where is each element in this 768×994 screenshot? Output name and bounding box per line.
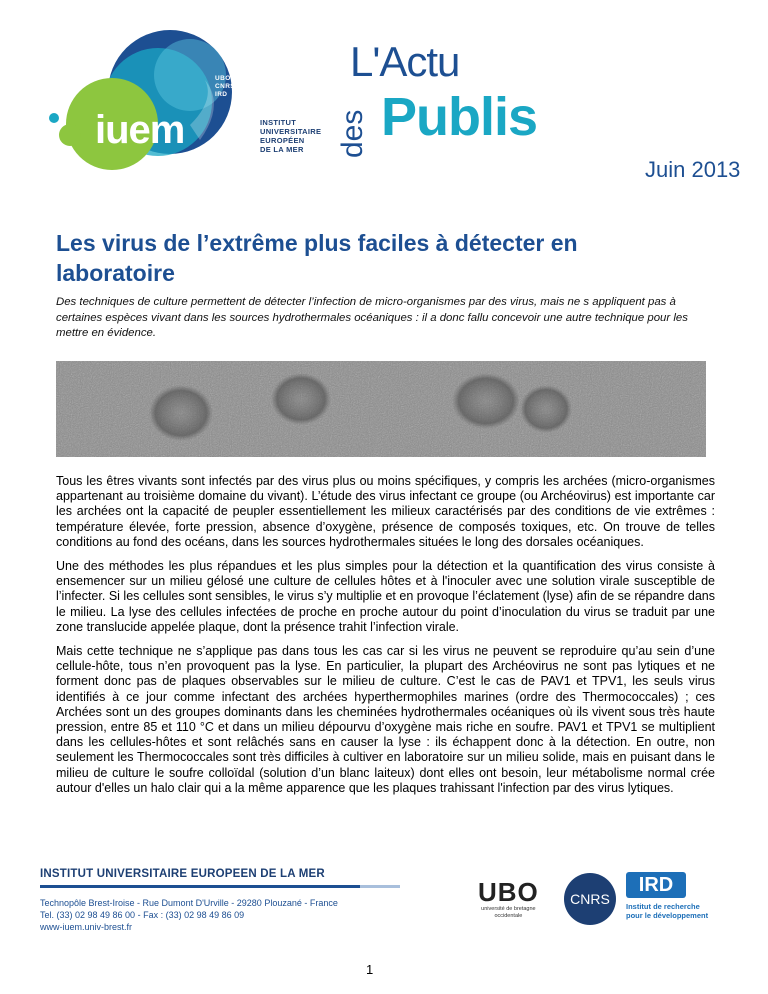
institute-line: UNIVERSITAIRE <box>260 127 322 136</box>
page-number: 1 <box>366 962 374 977</box>
article-paragraph: Tous les êtres vivants sont infectés par des virus plus ou moins spécifiques, y compris les archées (micro-organismes appartenant au troisième domaine du vivant). L’étude des virus infectant ce groupe (ou Archéovirus) est importante car les archées ont la capacité de peupler essentiellement les milieux caractérisés par des conditions de vie extrêmes : température élevée, forte pression, absence d’oxygène, présence de composés toxiques, etc. On trouve de telles conditions au fond des océans, dans les sources hydrothermales situées le long des dorsales océaniques. <box>56 474 715 549</box>
footer-address <box>40 897 338 933</box>
ubo-logo-text: UBO <box>478 877 539 907</box>
partner-ird: IRD <box>215 91 228 98</box>
iuem-logo <box>40 30 270 180</box>
footer-divider-light <box>360 885 400 888</box>
footer-website-link[interactable]: www-iuem.univ-brest.fr <box>40 922 133 932</box>
ird-subtitle <box>626 902 708 920</box>
ubo-sub-line: occidentale <box>494 913 523 919</box>
institute-line: INSTITUT <box>260 118 297 127</box>
address-line: Tel. (33) 02 98 49 86 00 - Fax : (33) 02 98 49 86 09 <box>40 910 245 920</box>
ubo-sub-line: université de bretagne <box>481 906 536 912</box>
masthead-des: des <box>336 109 369 158</box>
article-lead: Des techniques de culture permettent de détecter l’infection de micro-organismes par des virus, mais ne s appliquent pas à certaines espèces vivant dans les sources hydrothermales océaniques : il a donc fallu concevoir une autre technique pour les mettre en évidence. <box>56 296 688 339</box>
article-title: Les virus de l’extrême plus faciles à détecter en laboratoire <box>56 230 578 286</box>
cnrs-logo-text: CNRS <box>564 873 616 925</box>
ubo-logo <box>478 878 539 920</box>
partner-cnrs: CNRS <box>215 83 236 90</box>
iuem-logo-word: iuem <box>95 108 185 152</box>
ubo-subtitle <box>478 906 539 920</box>
cnrs-logo <box>564 873 616 925</box>
masthead-actu: L'Actu <box>350 38 460 85</box>
article-body <box>56 474 715 805</box>
address-line: Technopôle Brest-Iroise - Rue Dumont D'Urville - 29280 Plouzané - France <box>40 898 338 908</box>
institute-line: EUROPÉEN <box>260 136 305 145</box>
footer-institute: INSTITUT UNIVERSITAIRE EUROPEEN DE LA MER <box>40 868 325 880</box>
masthead-publis: Publis <box>381 87 538 147</box>
partner-ubo: UBO <box>215 75 231 82</box>
microscopy-image <box>56 361 706 457</box>
institute-line: DE LA MER <box>260 145 304 154</box>
ird-logo-text: IRD <box>626 872 686 898</box>
issue-date: Juin 2013 <box>645 157 741 182</box>
article-paragraph: Mais cette technique ne s’applique pas dans tous les cas car si les virus ne peuvent se reproduire qu’au sein d’une cellule-hôte, tous n’en provoquent pas la lyse. En particulier, la plupart des Archéovirus ne sont pas lytiques et ne forment donc pas de plaques observables sur le milieu de culture. C’est le cas de PAV1 et TPV1, les seuls virus identifiés à ce jour comme infectant des archées hyperthermophiles marines (ordre des Thermococcales) ; ces Archées sont un des groupes dominants dans les cheminées hydrothermales océaniques où ils vivent sous très haute pression, entre 85 et 110 °C et dans un milieu dépourvu d’oxygène mais riche en soufre. PAV1 et TPV1 se multiplient dans les cellules-hôtes et sont relâchés sans en causer la lyse : ils échappent donc à la détection. En outre, non seulement les Thermococcales sont très difficiles à cultiver en laboratoire sur un milieu solide, mais en puisant dans le milieu de culture le soufre colloïdal (solution d’un blanc laiteux) dont elles ont besoin, leur métabolisme normal crée autour d'elles un halo clair qui a la même apparence que les plaques trahissant l'infection par des virus lytiques. <box>56 644 715 795</box>
institute-name <box>260 118 321 154</box>
ird-logo <box>626 872 708 920</box>
footer-divider <box>40 885 360 888</box>
ird-sub-line: pour le développement <box>626 911 709 920</box>
article-paragraph: Une des méthodes les plus répandues et les plus simples pour la détection et la quantification des virus consiste à ensemencer sur un milieu gélosé une culture de cellules hôtes et à l'inoculer avec une solution virale susceptible de l’infecter. Si les cellules sont sensibles, le virus s’y multiplie et en provoque l’éclatement (lyse) afin de se répandre dans le milieu. La lyse des cellules infectées de proche en proche autour du point d’inoculation du virus se traduit par une zone translucide appelée plaque, dont la présence trahit l’infection virale. <box>56 559 715 634</box>
ird-sub-line: Institut de recherche <box>626 902 700 911</box>
logo-partners <box>215 75 235 99</box>
masthead <box>0 0 768 200</box>
